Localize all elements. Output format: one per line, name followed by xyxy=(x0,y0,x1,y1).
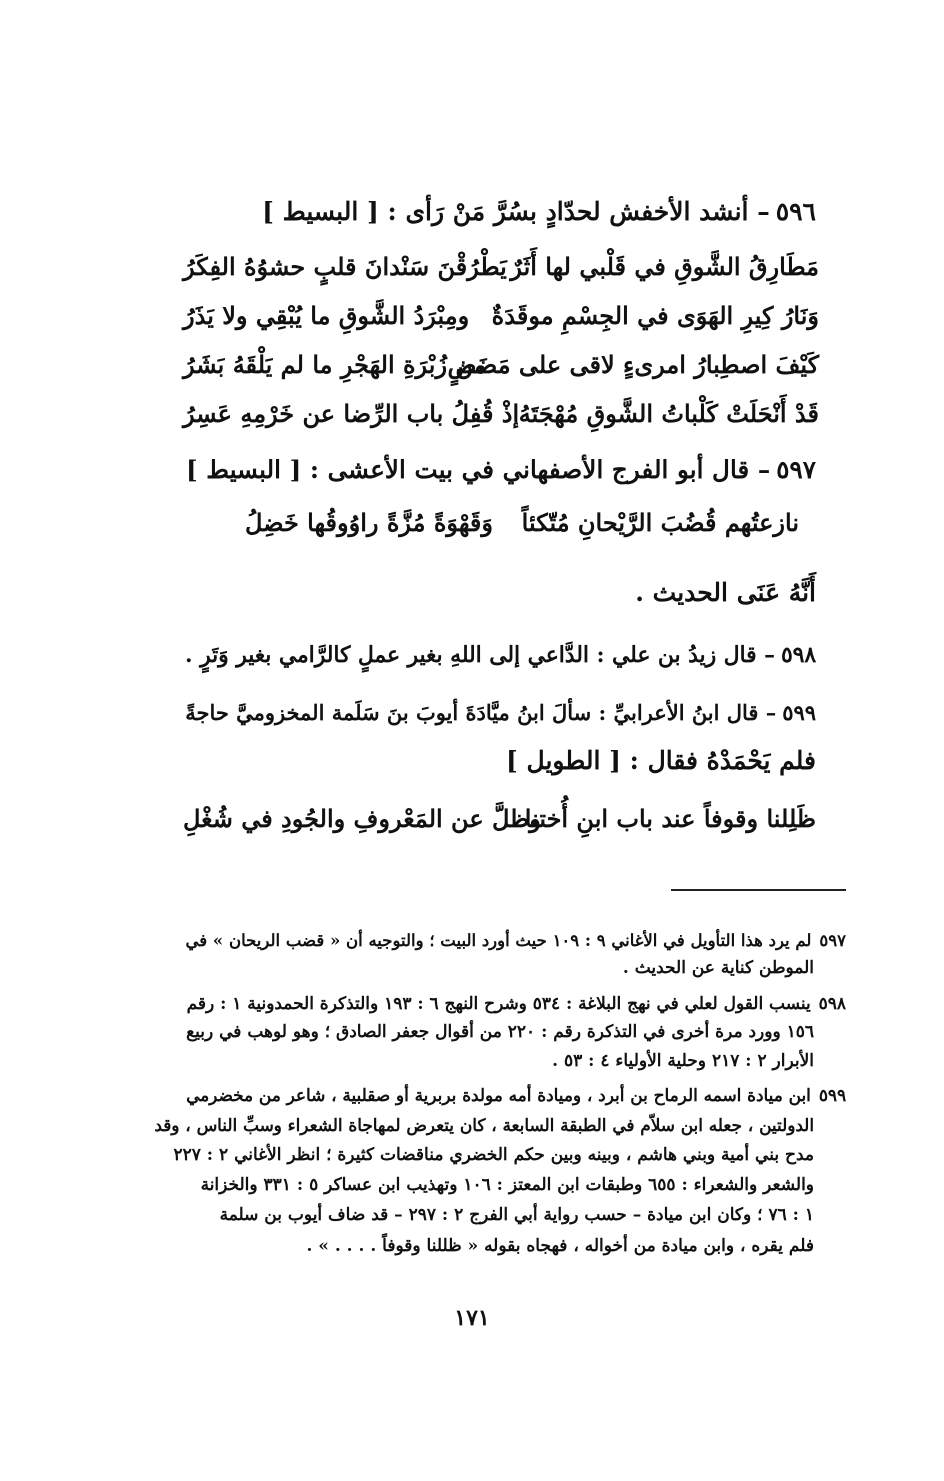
entry-number: ٥٩٧ xyxy=(776,455,816,484)
footnote-598-line-2: ١٥٦ وورد مرة أخرى في التذكرة رقم : ٢٢٠ من أقوال جعفر الصادق ؛ وهو لوهب في ربيع xyxy=(186,1022,814,1042)
footnote-599-line-6: فلم يقره ، وابن ميادة من أخواله ، فهجاه بقوله « ظللنا وقوفاً . . . . » . xyxy=(306,1236,814,1256)
footnote-text: ابن ميادة اسمه الرماح بن أبرد ، وميادة أمه مولدة بربرية أو صقلبية ، شاعر من مخضرمي xyxy=(186,1085,811,1105)
footnote-number: ٥٩٨ xyxy=(818,993,846,1013)
verse-596-2-first-hemistich: وَنَارُ كِيرِ الهَوَى في الجِسْمِ موقَدَةٌ xyxy=(491,301,819,330)
footnote-597-line-2: الموطن كناية عن الحديث . xyxy=(622,958,814,978)
entry-596-heading xyxy=(262,192,816,232)
footnote-599-line-3: مدح بني أمية وبني هاشم ، وبينه وبين حكم الخضري مناقضات كثيرة ؛ انظر الأغاني ٢ : ٢٢٧ xyxy=(173,1145,814,1165)
page-number: ١٧١ xyxy=(454,1305,490,1331)
entry-text: – أنشد الأخفش لحدّادٍ بسُرَّ مَنْ رَأى : [ البسيط ] xyxy=(262,197,770,226)
verse-597-first-hemistich: نازعتُهم قُضُبَ الرَّيْحانِ مُتّكئاً xyxy=(521,508,799,537)
verse-596-1-first-hemistich: مَطَارِقُ الشَّوقِ في قَلْبي لها أَثَرٌ xyxy=(510,252,819,281)
verse-599-first-hemistich: ظَلِلنا وقوفاً عند باب ابنِ أُختنا xyxy=(524,804,816,833)
footnote-598-line-3: الأبرار ٢ : ٢١٧ وحلية الأولياء ٤ : ٥٣ . xyxy=(552,1051,814,1071)
footnote-598-line-1 xyxy=(187,988,846,1019)
entry-599-continuation: فلم يَحْمَدْهُ فقال : [ الطويل ] xyxy=(506,746,816,775)
footnote-number: ٥٩٧ xyxy=(819,931,846,950)
verse-596-2-second-hemistich: ومِبْرَدُ الشَّوقِ ما يُبْقِي ولا يَذَرُ xyxy=(183,301,470,330)
footnote-text: ينسب القول لعلي في نهج البلاغة : ٥٣٤ وشرح النهج ٦ : ١٩٣ والتذكرة الحمدونية ١ : رقم xyxy=(186,993,811,1013)
entry-597-continuation: أَنَّهُ عَنَى الحديث . xyxy=(635,578,816,607)
footnote-597-line-1 xyxy=(186,925,846,956)
footnote-separator xyxy=(671,889,846,891)
entry-597-heading xyxy=(186,450,816,490)
footnote-599-line-5: ١ : ٧٦ ؛ وكان ابن ميادة – حسب رواية أبي الفرج ٢ : ٢٩٧ – قد ضاف أيوب بن سلمة xyxy=(219,1205,814,1225)
footnote-599-line-2: الدولتين ، جعله ابن سلاّم في الطبقة السابعة ، كان يتعرض لمهاجاة الشعراء وسبِّ الناس ، وقد xyxy=(154,1115,814,1135)
verse-596-4-second-hemistich: إذْ قُفِلُ باب الرِّضا عن خَرْمِهِ عَسِرُ xyxy=(183,399,520,428)
footnote-599-line-1 xyxy=(186,1080,846,1111)
entry-text: – قال زيدُ بن علي : الدَّاعي إلى اللهِ بغير عملٍ كالرَّامي بغير وَتَرٍ . xyxy=(184,643,775,668)
entry-text: – قال أبو الفرج الأصفهاني في بيت الأعشى : [ البسيط ] xyxy=(186,455,771,484)
verse-596-1-second-hemistich: يَطْرُقْنَ سَنْدانَ قلبٍ حشوُهُ الفِكَرُ xyxy=(183,252,507,281)
entry-text: – قال ابنُ الأعرابيِّ : سألَ ابنُ ميَّادَةَ أيوبَ بنَ سَلَمة المخزوميَّ حاجةً xyxy=(185,700,777,725)
verse-596-4-first-hemistich: قَدْ أَنْحَلَتْ كَلْباتُ الشَّوقِ مُهْجَتَهُ xyxy=(518,399,819,428)
footnote-number: ٥٩٩ xyxy=(818,1085,846,1105)
entry-number: ٥٩٦ xyxy=(775,197,816,226)
entry-number: ٥٩٩ xyxy=(782,700,816,725)
entry-number: ٥٩٨ xyxy=(780,643,816,668)
footnote-text: لم يرد هذا التأويل في الأغاني ٩ : ١٠٩ حيث أورد البيت ؛ والتوجيه أن « قضب الريحان » في xyxy=(185,931,812,950)
entry-598 xyxy=(185,636,816,676)
verse-596-3-first-hemistich: كَيْفَ اصطِبارُ امرىءٍ لاقى على مَضَضٍ xyxy=(447,350,819,379)
verse-599-second-hemistich: وظلَّ عن المَعْروفِ والجُودِ في شُغْلِ xyxy=(183,804,541,833)
footnote-599-line-4: والشعر والشعراء : ٦٥٥ وطبقات ابن المعتز : ١٠٦ وتهذيب ابن عساكر ٥ : ٣٣١ والخزانة xyxy=(200,1175,814,1195)
verse-597-second-hemistich: وَقَهْوَةً مُزَّةً راوُوقُها خَضِلُ xyxy=(245,508,493,537)
entry-599-heading xyxy=(185,693,816,733)
verse-596-3-second-hemistich: من زُبْرَةِ الهَجْرِ ما لم يَلْقَهُ بَشَرُ xyxy=(183,350,487,379)
